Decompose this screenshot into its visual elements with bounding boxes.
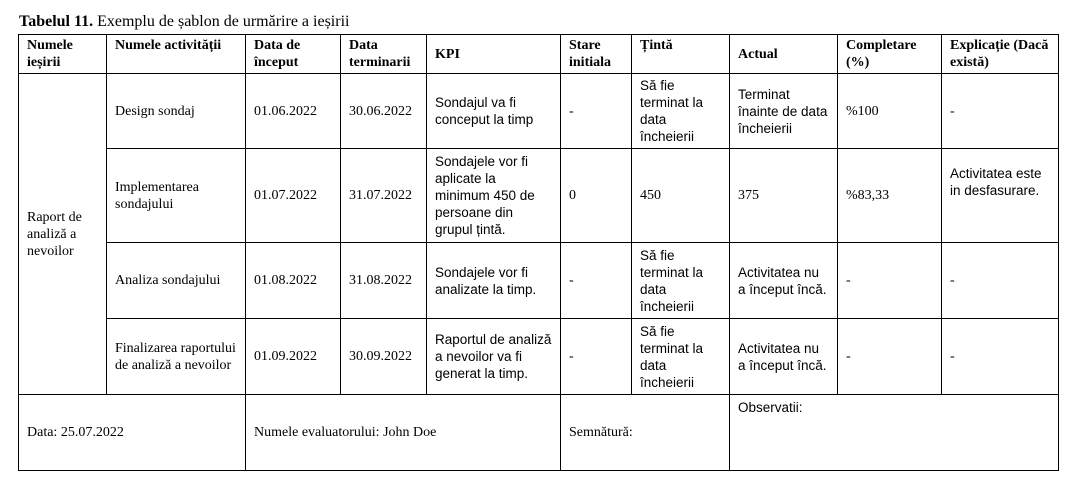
completion-cell: - xyxy=(838,319,942,395)
header-row xyxy=(19,35,1059,74)
explanation-cell: - xyxy=(942,74,1059,149)
target-cell: 450 xyxy=(632,149,730,243)
target-cell: Să fie terminat la data încheierii xyxy=(632,243,730,319)
signature-field: Semnătură: xyxy=(561,395,730,471)
header-stare-initiala: Stare initiala xyxy=(561,35,632,74)
target-cell: Să fie terminat la data încheierii xyxy=(632,319,730,395)
end-date-cell: 31.08.2022 xyxy=(341,243,427,319)
output-tracking-table xyxy=(18,34,1059,471)
table-caption xyxy=(19,12,349,32)
kpi-cell: Sondajul va fi conceput la timp xyxy=(427,74,561,149)
caption-text: Exemplu de șablon de urmărire a ieșirii xyxy=(93,13,350,30)
date-field: Data: 25.07.2022 xyxy=(19,395,246,471)
actual-cell: Activitatea nu a început încă. xyxy=(730,319,838,395)
header-numele-iesirii: Numele ieșirii xyxy=(19,35,107,74)
observations-field: Observatii: xyxy=(730,395,1059,471)
end-date-cell: 30.09.2022 xyxy=(341,319,427,395)
header-data-de-inceput: Data de început xyxy=(246,35,341,74)
completion-cell: - xyxy=(838,243,942,319)
activity-cell: Design sondaj xyxy=(107,74,246,149)
header-numele-activitatii: Numele activității xyxy=(107,35,246,74)
table-row xyxy=(19,149,1059,243)
table-row xyxy=(19,319,1059,395)
actual-cell: Terminat înainte de data încheierii xyxy=(730,74,838,149)
explanation-cell: - xyxy=(942,319,1059,395)
header-explicatie: Explicație (Dacă există) xyxy=(942,35,1059,74)
kpi-cell: Sondajele vor fi aplicate la minimum 450 de persoane din grupul țintă. xyxy=(427,149,561,243)
activity-cell: Implementarea sondajului xyxy=(107,149,246,243)
explanation-cell: Activitatea este in desfasurare. xyxy=(942,149,1059,243)
actual-cell: 375 xyxy=(730,149,838,243)
initial-state-cell: 0 xyxy=(561,149,632,243)
explanation-cell: - xyxy=(942,243,1059,319)
initial-state-cell: - xyxy=(561,74,632,149)
end-date-cell: 30.06.2022 xyxy=(341,74,427,149)
header-kpi: KPI xyxy=(427,35,561,74)
header-completare: Completare (%) xyxy=(838,35,942,74)
initial-state-cell: - xyxy=(561,319,632,395)
initial-state-cell: - xyxy=(561,243,632,319)
header-tinta: Țintă xyxy=(632,35,730,74)
activity-cell: Analiza sondajului xyxy=(107,243,246,319)
table-row xyxy=(19,74,1059,149)
kpi-cell: Raportul de analiză a nevoilor va fi generat la timp. xyxy=(427,319,561,395)
completion-cell: %83,33 xyxy=(838,149,942,243)
output-name-cell: Raport de analiză a nevoilor xyxy=(19,74,107,395)
completion-cell: %100 xyxy=(838,74,942,149)
table-row xyxy=(19,243,1059,319)
target-cell: Să fie terminat la data încheierii xyxy=(632,74,730,149)
actual-cell: Activitatea nu a început încă. xyxy=(730,243,838,319)
evaluator-field: Numele evaluatorului: John Doe xyxy=(246,395,561,471)
start-date-cell: 01.08.2022 xyxy=(246,243,341,319)
start-date-cell: 01.07.2022 xyxy=(246,149,341,243)
footer-row xyxy=(19,395,1059,471)
header-actual: Actual xyxy=(730,35,838,74)
activity-cell: Finalizarea raportului de analiză a nevoilor xyxy=(107,319,246,395)
start-date-cell: 01.09.2022 xyxy=(246,319,341,395)
kpi-cell: Sondajele vor fi analizate la timp. xyxy=(427,243,561,319)
caption-label: Tabelul 11. xyxy=(19,13,94,30)
start-date-cell: 01.06.2022 xyxy=(246,74,341,149)
header-data-terminarii: Data terminarii xyxy=(341,35,427,74)
end-date-cell: 31.07.2022 xyxy=(341,149,427,243)
